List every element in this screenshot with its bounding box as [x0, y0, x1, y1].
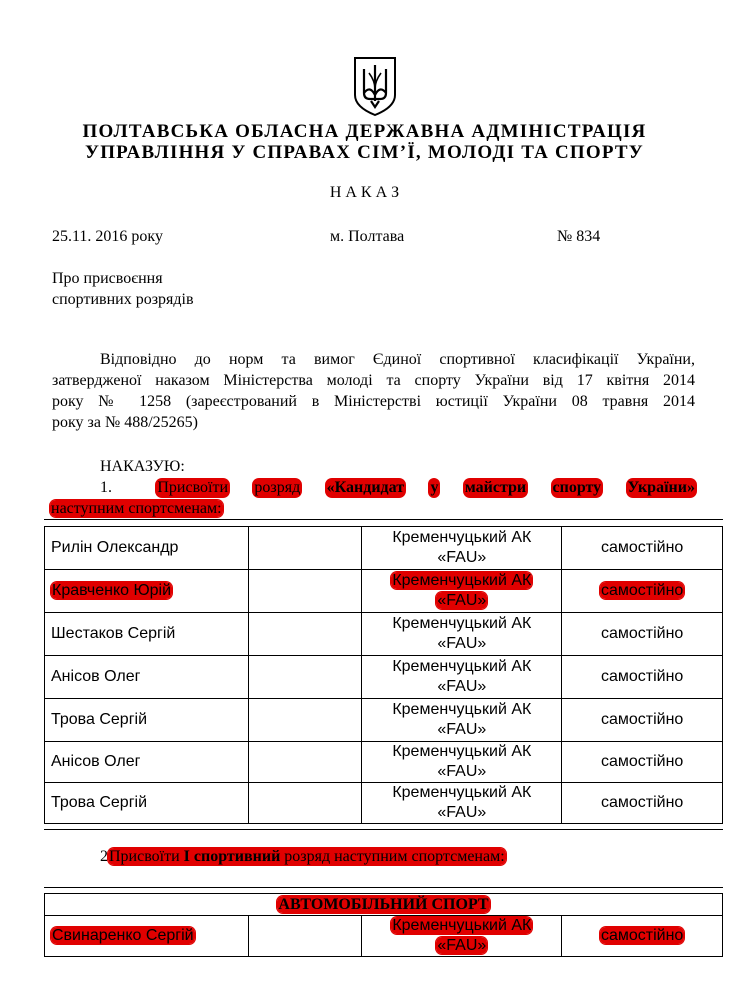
item1-word: у: [430, 479, 439, 496]
item1-word: розряд: [254, 479, 301, 496]
empty-cell: [248, 699, 362, 742]
body-line3: року № 1258 (зареєстрований в Міністерстві юстиції України 08 травня 2014: [52, 393, 695, 410]
item1-word: України»: [627, 479, 695, 496]
item2-text-a: Присвоїти: [109, 848, 184, 865]
table-row: [45, 613, 723, 656]
status: самостійно: [600, 794, 684, 811]
club-line2: «FAU»: [437, 678, 487, 695]
order-date: 25.11. 2016 року: [52, 228, 163, 245]
club-line1: Кременчуцький АК: [392, 572, 532, 589]
club-line2: «FAU»: [437, 763, 487, 780]
table-row: [45, 783, 723, 824]
table1-top-rule: [44, 519, 723, 520]
status: самостійно: [600, 582, 684, 599]
athlete-name: Свинаренко Сергій: [52, 927, 194, 944]
table-row: [45, 742, 723, 783]
status: самостійно: [600, 625, 684, 642]
table-row: [45, 527, 723, 570]
sport-header: АВТОМОБІЛЬНИЙ СПОРТ: [278, 895, 489, 913]
club-line1: Кременчуцький АК: [392, 917, 532, 934]
body-line2: затвердженої наказом Міністерства молоді та спорту України від 17 квітня 2014: [52, 372, 695, 389]
item2-number: 2: [100, 848, 108, 865]
club-line1: Кременчуцький АК: [392, 529, 532, 546]
subject-line2: спортивних розрядів: [52, 291, 194, 308]
status: самостійно: [600, 711, 684, 728]
club-line2: «FAU»: [437, 937, 487, 954]
athletes-table-2: [44, 893, 723, 957]
table-row: [45, 570, 723, 613]
club-line2: «FAU»: [437, 804, 487, 821]
org-name-line2: УПРАВЛІННЯ У СПРАВАХ СІМ’Ї, МОЛОДІ ТА СПОРТУ: [85, 142, 644, 163]
club-line2: «FAU»: [437, 635, 487, 652]
empty-cell: [248, 916, 362, 957]
athlete-name: Рилін Олександр: [51, 539, 179, 556]
club-line1: Кременчуцький АК: [392, 615, 532, 632]
item1-word: спорту: [552, 479, 602, 496]
item2-text-b: І спортивний: [183, 848, 281, 865]
item1-word: Присвоїти: [157, 479, 229, 496]
order-number: № 834: [557, 228, 601, 245]
status: самостійно: [600, 668, 684, 685]
club-line2: «FAU»: [437, 592, 487, 609]
club-line1: Кременчуцький АК: [392, 658, 532, 675]
item1-number: 1.: [100, 479, 112, 496]
subject-line1: Про присвоєння: [52, 270, 163, 287]
empty-cell: [248, 742, 362, 783]
athletes-table-1: [44, 526, 723, 824]
table-row: [45, 699, 723, 742]
athlete-name: Анісов Олег: [51, 753, 141, 770]
sport-header-row: [45, 894, 723, 916]
empty-cell: [248, 656, 362, 699]
club-line2: «FAU»: [437, 549, 487, 566]
athlete-name: Кравченко Юрій: [52, 582, 172, 599]
status: самостійно: [600, 539, 684, 556]
item2-text: [108, 848, 506, 865]
body-paragraph: [52, 349, 695, 433]
body-line4: року за № 488/25265): [52, 414, 199, 431]
club-line1: Кременчуцький АК: [392, 701, 532, 718]
table-row: [45, 916, 723, 957]
club-line2: «FAU»: [437, 721, 487, 738]
item1-tail: [50, 500, 223, 518]
coat-of-arms-emblem: [351, 55, 399, 117]
item1-word: «Кандидат: [326, 479, 405, 496]
athlete-name: Анісов Олег: [51, 668, 141, 685]
empty-cell: [248, 570, 362, 613]
club-line1: Кременчуцький АК: [392, 743, 532, 760]
item1-tail-text: наступним спортсменам:: [51, 500, 222, 517]
doc-type-title: Н А К А З: [329, 184, 400, 201]
athlete-name: Трова Сергій: [51, 711, 148, 728]
empty-cell: [248, 613, 362, 656]
body-line1: Відповідно до норм та вимог Єдиної спортивної класифікації України,: [100, 351, 695, 368]
athlete-name: Шестаков Сергій: [51, 625, 176, 642]
item1-line: [100, 479, 696, 497]
item1-word: майстри: [464, 479, 527, 496]
table1-bottom-rule: [44, 829, 723, 830]
status: самостійно: [600, 927, 684, 944]
order-heading: НАКАЗУЮ:: [100, 458, 185, 475]
item2-text-c: розряд наступним спортсменам:: [280, 848, 505, 865]
table2-top-rule: [44, 887, 723, 888]
empty-cell: [248, 783, 362, 824]
athlete-name: Трова Сергій: [51, 794, 148, 811]
table-row: [45, 656, 723, 699]
status: самостійно: [600, 753, 684, 770]
empty-cell: [248, 527, 362, 570]
club-line1: Кременчуцький АК: [392, 784, 532, 801]
org-name-line1: ПОЛТАВСЬКА ОБЛАСНА ДЕРЖАВНА АДМІНІСТРАЦІЯ: [82, 121, 647, 142]
order-city: м. Полтава: [330, 228, 405, 245]
item2-line: [100, 848, 506, 866]
